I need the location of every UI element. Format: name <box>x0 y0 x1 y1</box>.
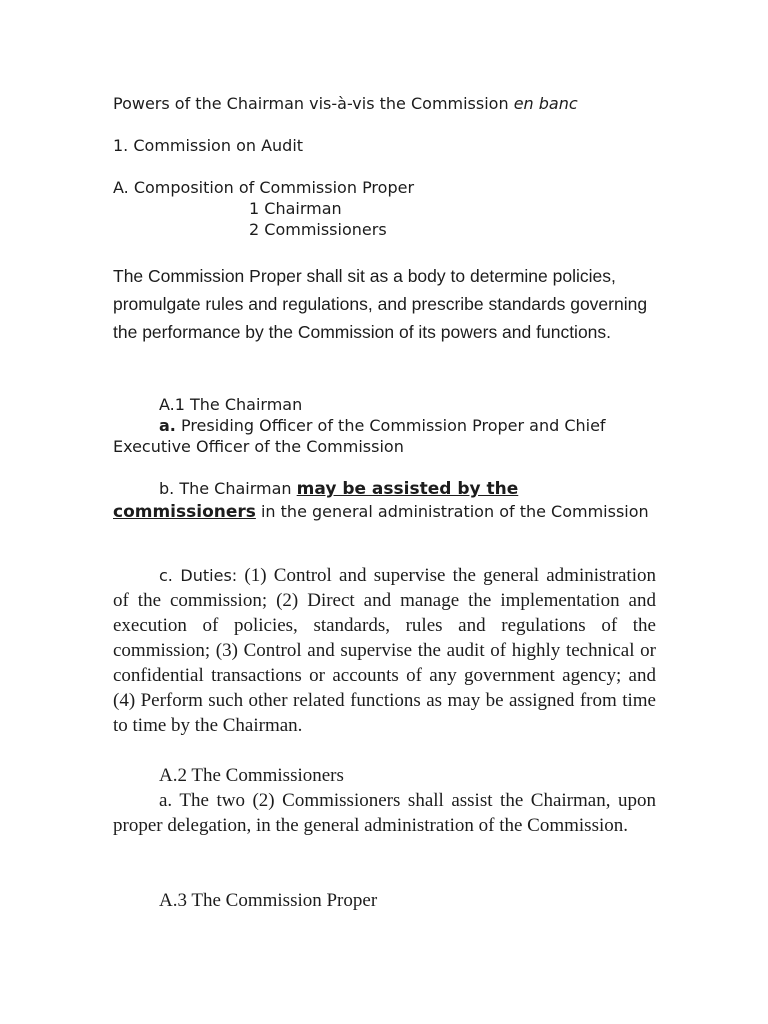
title-text: Powers of the Chairman vis-à-vis the Commission <box>113 94 514 113</box>
item-b-suffix: in the general administration of the Commission <box>255 501 649 521</box>
intro-paragraph: The Commission Proper shall sit as a body to determine policies, promulgate rules and regulations, and prescribe standards governing the performance by the Commission of its powers and functions. <box>113 266 648 342</box>
section-heading-a: A. Composition of Commission Proper <box>113 178 415 197</box>
composition-block <box>113 177 656 240</box>
item-b-prefix: b. The Chairman <box>159 479 297 498</box>
item-b-emphasis: may be assisted by the commissioners <box>113 479 519 522</box>
title-emphasis: en banc <box>513 94 578 113</box>
chairman-heading: A.1 The Chairman <box>159 395 303 414</box>
chairman-item-c <box>113 563 656 738</box>
item-a-text: Presiding Officer of the Commission Proper and Chief Executive Officer of the Commission <box>113 416 606 456</box>
commissioners-item-a: a. The two (2) Commissioners shall assist the Chairman, upon proper delegation, in the general administration of the Commission. <box>113 790 656 836</box>
chairman-item-a <box>113 415 656 457</box>
duties-label: c. Duties: <box>159 566 238 585</box>
chairman-section <box>113 394 656 457</box>
commissioners-section <box>113 763 656 838</box>
commission-proper-heading: A.3 The Commission Proper <box>159 890 378 911</box>
commissioners-heading: A.2 The Commissioners <box>159 765 344 786</box>
composition-item: 2 Commissioners <box>249 220 387 239</box>
duties-text: (1) Control and supervise the general administration of the commission; (2) Direct and manage the implementation and execution of policies, standards, rules and regulations of the commission; (3) Control and supervise the audit of highly technical or confidential transactions or accounts of any government agency; and (4) Perform such other related functions as may be assigned from time to time by the Chairman. <box>113 565 656 736</box>
chairman-item-b <box>113 478 656 523</box>
document-title <box>113 93 656 114</box>
composition-item: 1 Chairman <box>249 199 342 218</box>
item-a-label: a. <box>159 416 176 435</box>
section-heading-1: 1. Commission on Audit <box>113 136 304 155</box>
